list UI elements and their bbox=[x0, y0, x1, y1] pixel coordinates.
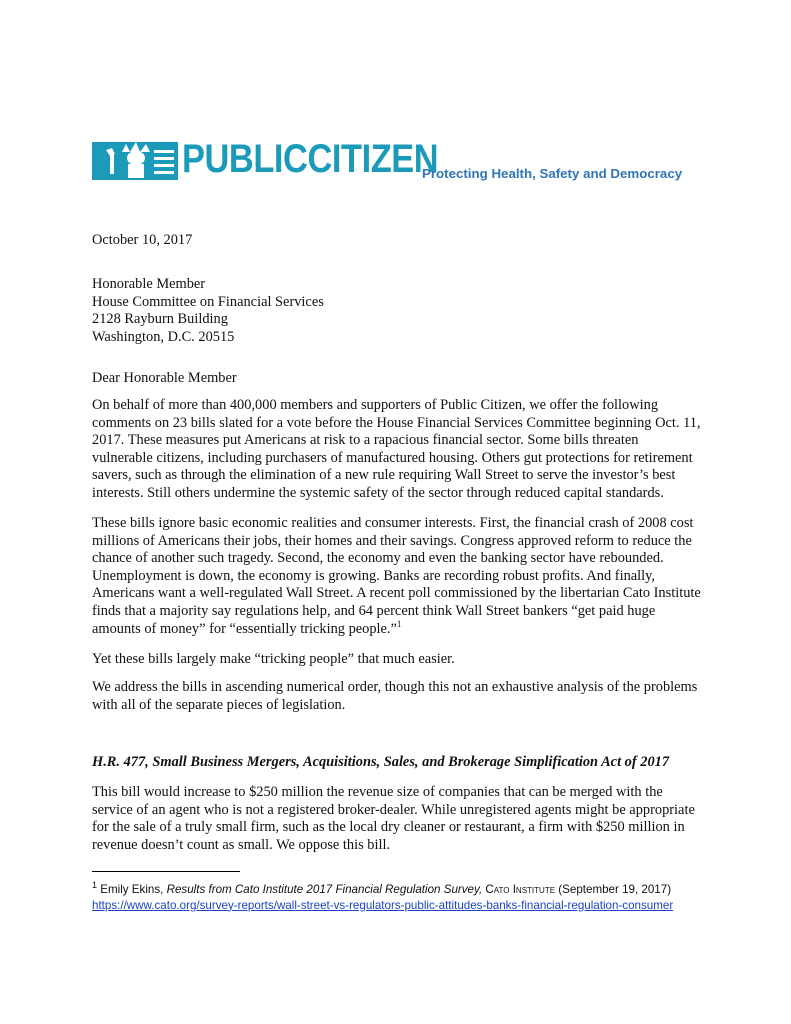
footnote-number: 1 bbox=[92, 880, 98, 891]
footnote-title: Results from Cato Institute 2017 Financial Regulation Survey, bbox=[166, 883, 483, 896]
tagline: Protecting Health, Safety and Democracy bbox=[422, 166, 683, 181]
letter-date: October 10, 2017 bbox=[92, 232, 193, 248]
body-paragraph: These bills ignore basic economic realities and consumer interests. First, the financial crash of 2008 cost millions of Americans their jobs, their homes and their savings. Congress approved reform to reduce the chance of another such tragedy. Second, the economy and even the banking sector have rebounded. Unemployment is down, the economy is growing. Banks are recording robust profits. And finally, Americans want a well-regulated Wall Street. A recent poll commissioned by the libertarian Cato Institute finds that a majority say regulations help, and 64 percent think Wall Street bankers “get paid huge amounts of money” for “essentially tricking people.”$^1$ bbox=[92, 515, 701, 637]
footnote-date: (September 19, 2017) bbox=[558, 883, 672, 896]
footnote-link[interactable]: https://www.cato.org/survey-reports/wall-street-vs-regulators-public-attitudes-banks-financial-regulation-consumer bbox=[92, 898, 674, 912]
statue-of-liberty-icon bbox=[92, 140, 180, 182]
footnote-author: Emily Ekins, bbox=[100, 883, 167, 896]
section-paragraph: This bill would increase to $250 million the revenue size of companies that can be merged with the service of an agent who is not a registered broker-dealer. While unregistered agents might be appropriate for the sale of a truly small firm, such as the local dry cleaner or restaurant, a firm with $250 million in revenue doesn’t count as small. We oppose this bill. bbox=[92, 784, 695, 853]
address-line: Washington, D.C. 20515 bbox=[92, 328, 235, 345]
footnote-reference: 1 bbox=[396, 618, 402, 629]
address-line: House Committee on Financial Services bbox=[92, 293, 324, 310]
footnote-publisher: Cato Institute bbox=[485, 883, 556, 896]
footnote-divider bbox=[92, 871, 240, 872]
salutation: Dear Honorable Member bbox=[92, 370, 237, 386]
public-citizen-logo bbox=[92, 137, 692, 182]
brand-wordmark: PUBLICCITIZEN bbox=[182, 137, 439, 181]
address-block bbox=[92, 276, 324, 346]
body-paragraph: We address the bills in ascending numerical order, though this not an exhaustive analysis of the problems with all of the separate pieces of legislation. bbox=[92, 679, 698, 713]
footnote bbox=[92, 882, 712, 913]
section-heading: H.R. 477, Small Business Mergers, Acquisitions, Sales, and Brokerage Simplification Act of 2017 bbox=[92, 754, 670, 770]
body-paragraph: Yet these bills largely make “tricking people” that much easier. bbox=[92, 651, 455, 667]
body-paragraph: On behalf of more than 400,000 members and supporters of Public Citizen, we offer the following comments on 23 bills slated for a vote before the House Financial Services Committee beginning Oct. 11, 2017. These measures put Americans at risk to a rapacious financial sector. Some bills threaten vulnerable citizens, including purchasers of manufactured housing. Others gut protections for retirement savers, such as through the elimination of a new rule requiring Wall Street to serve the investor’s best interests. Still others undermine the systemic safety of the sector through reduced capital standards. bbox=[92, 397, 701, 501]
address-line: Honorable Member bbox=[92, 276, 206, 292]
address-line: 2128 Rayburn Building bbox=[92, 311, 228, 328]
